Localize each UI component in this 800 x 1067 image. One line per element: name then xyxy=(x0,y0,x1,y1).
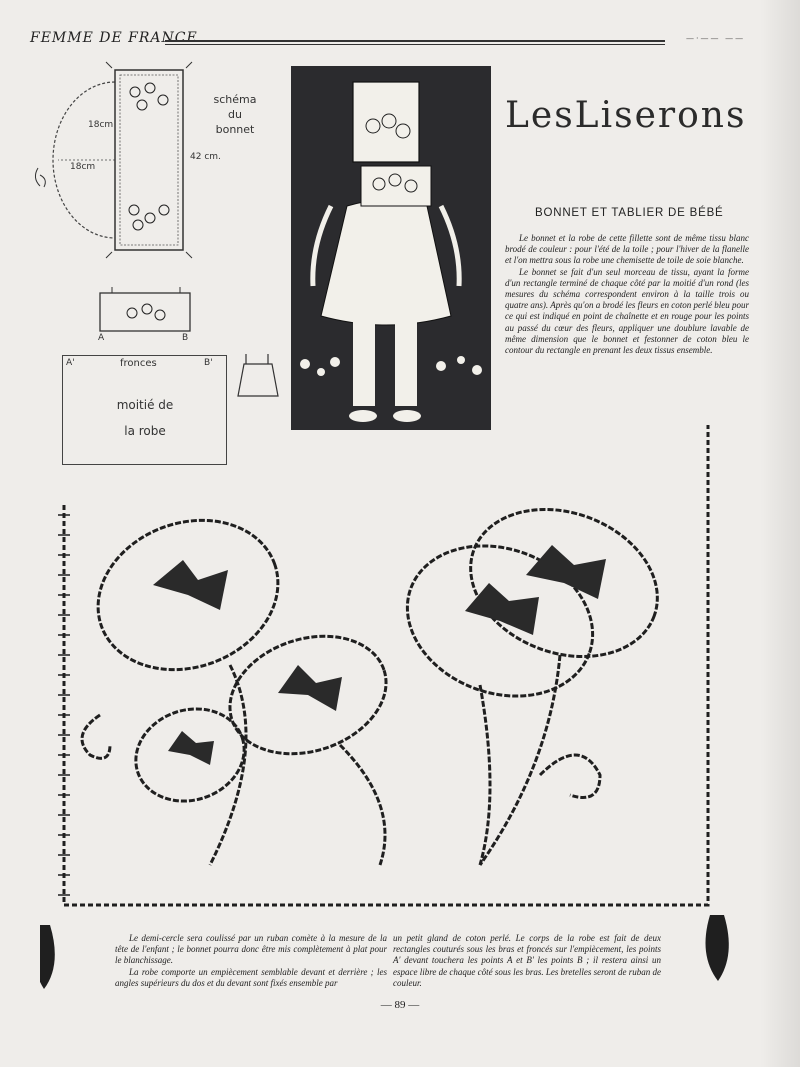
fronces-label: fronces xyxy=(120,358,157,369)
dim-radius-vertical: 18cm xyxy=(88,120,114,130)
page-number: — 89 — xyxy=(380,999,420,1011)
half-dress-label: moitié de la robe xyxy=(116,398,174,438)
bottom-left-paragraph: La robe comporte un empiècement semblable devant et derrière ; les angles supérieurs du dos et du devant sont fixés ensemble par xyxy=(115,966,387,988)
bottom-left-text xyxy=(115,933,387,989)
bottom-right-paragraph: un petit gland de coton perlé. Le corps de la robe est fait de deux rectangles couturés sous les bras et froncés sur l'empiècement, les points A' devant touchera les points A et B' les points B ; il restera ainsi un espace libre de chaque côté sous les bras. Les bretelles seront de ruban de couleur. xyxy=(393,933,661,988)
embroidery-pattern xyxy=(40,425,780,1005)
point-a-label: A xyxy=(98,333,105,343)
bonnet-schema-drawing xyxy=(30,60,210,260)
dim-length: 42 cm. xyxy=(190,152,221,162)
intro-paragraph: Le bonnet se fait d'un seul morceau de tissu, ayant la forme d'un rectangle terminé de chaque côté par la moitié d'un rond (les mesures du schéma correspondent environ à la taille trois ou quatre ans). Après qu'on a brodé les fleurs en coton perlé bleu pour ce qui est indiqué en point de chaînette et en rouge pour les points au passé du cœur des fleurs, appliquer une doublure lavable de même dimension que le bonnet et festonner de coton bleu le contour du rectangle en prenant les deux tissus ensemble. xyxy=(505,266,749,356)
girl-illustration xyxy=(291,66,491,430)
bottom-left-paragraph: Le demi-cercle sera coulissé par un ruban comète à la mesure de la tête de l'enfant ; le bonnet pourra donc être mis complètement à plat pour le blanchissage. xyxy=(115,933,387,966)
intro-paragraph: Le bonnet et la robe de cette fillette sont de même tissu blanc brodé de couleur : pour l'été de la toile ; pour l'hiver de la flanelle et l'on mettra sous la robe une chemisette de toile de soie blanche. xyxy=(505,233,749,266)
point-b-prime-label: B' xyxy=(204,358,213,368)
dress-sketch xyxy=(236,350,280,400)
schema-label: schéma du bonnet xyxy=(213,93,257,136)
point-a-prime-label: A' xyxy=(66,358,75,368)
header-right-marks: —·—— —— xyxy=(686,34,746,43)
intro-text xyxy=(505,233,749,356)
header-rule xyxy=(165,40,665,45)
header-title: FEMME DE FRANCE xyxy=(30,30,198,46)
article-title: LesLiserons xyxy=(505,95,747,136)
bottom-right-text xyxy=(393,933,661,989)
article-subtitle: BONNET ET TABLIER DE BÉBÉ xyxy=(535,207,724,219)
point-b-label: B xyxy=(182,333,189,343)
dim-radius-horizontal: 18cm xyxy=(70,162,96,172)
girl-figure-art xyxy=(291,66,491,430)
